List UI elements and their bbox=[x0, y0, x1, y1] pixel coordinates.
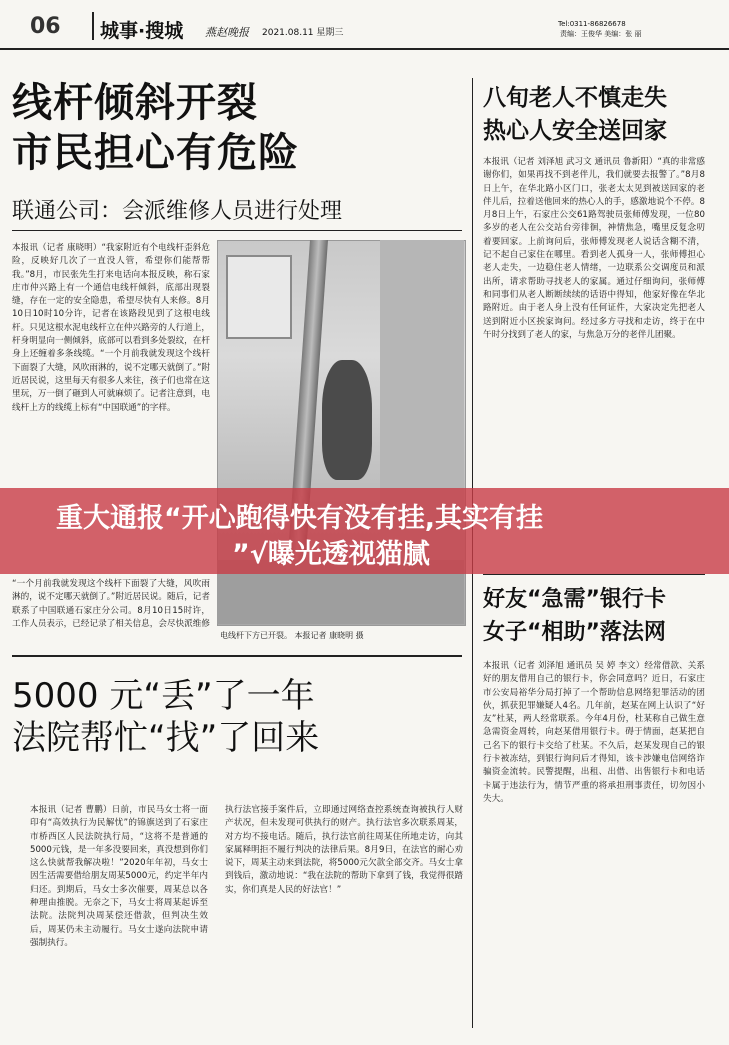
paper-name: 燕赵晚报 bbox=[205, 26, 249, 39]
right-story-1-body: 本报讯（记者 刘泽旭 武习文 通讯员 鲁新阳）“真的非常感谢你们，如果再找不到老伴儿，我们就要去报警了。”8月8日上午，在华北路小区门口，张老太太见到被送回家的老伴儿后，拉着送他回来的热心人的手，感激地说个不停。8月8日上午，石家庄公交61路驾驶员张师傅发现，一位80多岁的老人在公交站台旁徘徊，神情焦急，嘴里反复念叨着要回家。上前询问后，张师傅发现老人说话含糊不清，记不起自己家住在哪里。看到老人孤身一人，张师傅担心老人走失，一边稳住老人情绪，一边联系公交调度员和派出所，请求帮助寻找老人的家属。通过仔细询问，张师傅和同事们从老人断断续续的话语中得知，他家好像在华北路附近。由于老人身上没有任何证件，大家决定先把老人送到附近小区挨家询问。经过多方寻找和走访，终于在中午时分找到了老人的家，与焦急万分的老伴儿团聚。 bbox=[483, 157, 705, 340]
lead-divider bbox=[12, 230, 462, 231]
promo-banner-line2[interactable]: ”√曝光透视猫腻 bbox=[232, 539, 430, 570]
lead-body-column-1: 本报讯（记者 康晓明）“我家附近有个电线杆歪斜危险，反映好几次了一直没人管，希望你们能帮帮我。”8月，市民张先生打来电话向本报反映，称石家庄市仲兴路上有一个通信电线杆倾斜，底部出现裂缝，存在一定的安全隐患，希望尽快有人来修。8月10日10时10分许，记者在该路段见到了这根电线杆。只见这根水泥电线杆立在仲兴路旁的人行道上，杆身明显向一侧倾斜，底部可以看到多处裂纹，在杆身上还缠着多条线缆。“一个月前我就发现这个线杆下面裂了大缝，风吹雨淋的，说不定哪天就倒了。”附近居民说，这里每天有很多人来往，孩子们也常在这里玩，万一倒了砸到人可就麻烦了。记者注意到，电线杆上方的线缆上标有“中国联通”的字样。 bbox=[12, 243, 210, 413]
lead-subheadline: 联通公司：会派维修人员进行处理 bbox=[12, 199, 343, 224]
section-divider bbox=[92, 12, 94, 40]
photo-bush bbox=[322, 360, 372, 480]
second-body-column-1: 本报讯（记者 曹鹏）日前，市民马女士将一面印有“高效执行为民解忧”的锦旗送到了石家庄市桥西区人民法院执行局，“这将不是普通的5000元钱，是一年多没要回来，真没想到你们这么快就帮我解决啦！”2020年年初，马女士因生活需要借给朋友周某5000元，约定半年内归还。到期后，马女士多次催要，周某总以各种理由推脱。无奈之下，马女士将周某起诉至法院。法院判决周某偿还借款，但判决生效后，周某仍未主动履行。马女士遂向法院申请强制执行。 bbox=[30, 805, 208, 948]
right-headline-1-line2: 热心人安全送回家 bbox=[483, 118, 667, 144]
lead-headline bbox=[12, 78, 299, 178]
right-story-2-body: 本报讯（记者 刘泽旭 通讯员 吴 婷 李文）经常借款、关系好的朋友借用自己的银行卡，你会同意吗？近日，石家庄市公安局裕华分局打掉了一个帮助信息网络犯罪活动的团伙，抓获犯罪嫌疑人4名。几年前，赵某在网上认识了“好友”杜某，两人经常联系。今年4月份，杜某称自己做生意急需资金周转，向赵某借用银行卡。碍于情面，赵某把自己名下的银行卡交给了杜某。不久后，赵某发现自己的银行卡被冻结，到银行询问后才得知，该卡涉嫌电信网络诈骗资金流转。民警提醒，出租、出借、出售银行卡和电话卡属于违法行为，情节严重的将承担刑事责任，切勿因小失大。 bbox=[483, 661, 705, 804]
right-headline-2-line1: 好友“急需”银行卡 bbox=[483, 587, 666, 612]
second-headline bbox=[12, 675, 319, 759]
section-title: 城事·搜城 bbox=[100, 20, 184, 42]
issue-date: 2021.08.11 星期三 bbox=[262, 28, 344, 38]
story-divider bbox=[12, 655, 462, 657]
right-headline-1-line1: 八旬老人不慎走失 bbox=[483, 85, 667, 111]
right-headline-2-line2: 女子“相助”落法网 bbox=[483, 620, 666, 645]
editor-credits: 责编：王俊华 美编：张 丽 bbox=[560, 30, 642, 38]
promo-banner-line1[interactable]: 重大通报“开心跑得快有没有挂,其实有挂 bbox=[56, 503, 544, 534]
photo-window bbox=[226, 255, 292, 339]
lead-body-column-2: “一个月前我就发现这个线杆下面裂了大缝，风吹雨淋的，说不定哪天就倒了。”附近居民说。随后，记者联系了中国联通石家庄分公司。8月10日15时许，工作人员表示，已经记录了相关信息，会尽快派维修 bbox=[12, 579, 210, 629]
second-headline-line1: 5000 元“丢”了一年 bbox=[12, 676, 315, 716]
lead-headline-line1: 线杆倾斜开裂 bbox=[12, 80, 258, 126]
right-divider bbox=[483, 574, 705, 575]
right-headline-2 bbox=[483, 583, 666, 649]
page-number: 06 bbox=[30, 14, 61, 39]
contact-line: Tel:0311-86826678 bbox=[558, 20, 626, 28]
second-body-column-2: 执行法官接手案件后，立即通过网络查控系统查询被执行人财产状况，但未发现可供执行的财产。执行法官多次联系周某，对方均不接电话。随后，执行法官前往周某住所地走访，向其家属释明拒不履行判决的法律后果。8月9日，在法官的耐心劝说下，周某主动来到法院，将5000元欠款全部交齐。马女士拿到钱后，激动地说：“我在法院的帮助下拿到了钱，我觉得很踏实，你们真是人民的好法官！” bbox=[225, 805, 463, 895]
second-headline-line2: 法院帮忙“找”了回来 bbox=[12, 718, 320, 758]
lead-headline-line2: 市民担心有危险 bbox=[12, 130, 299, 176]
photo-caption: 电线杆下方已开裂。 本报记者 康晓明 摄 bbox=[220, 631, 364, 640]
right-headline-1 bbox=[483, 82, 667, 148]
